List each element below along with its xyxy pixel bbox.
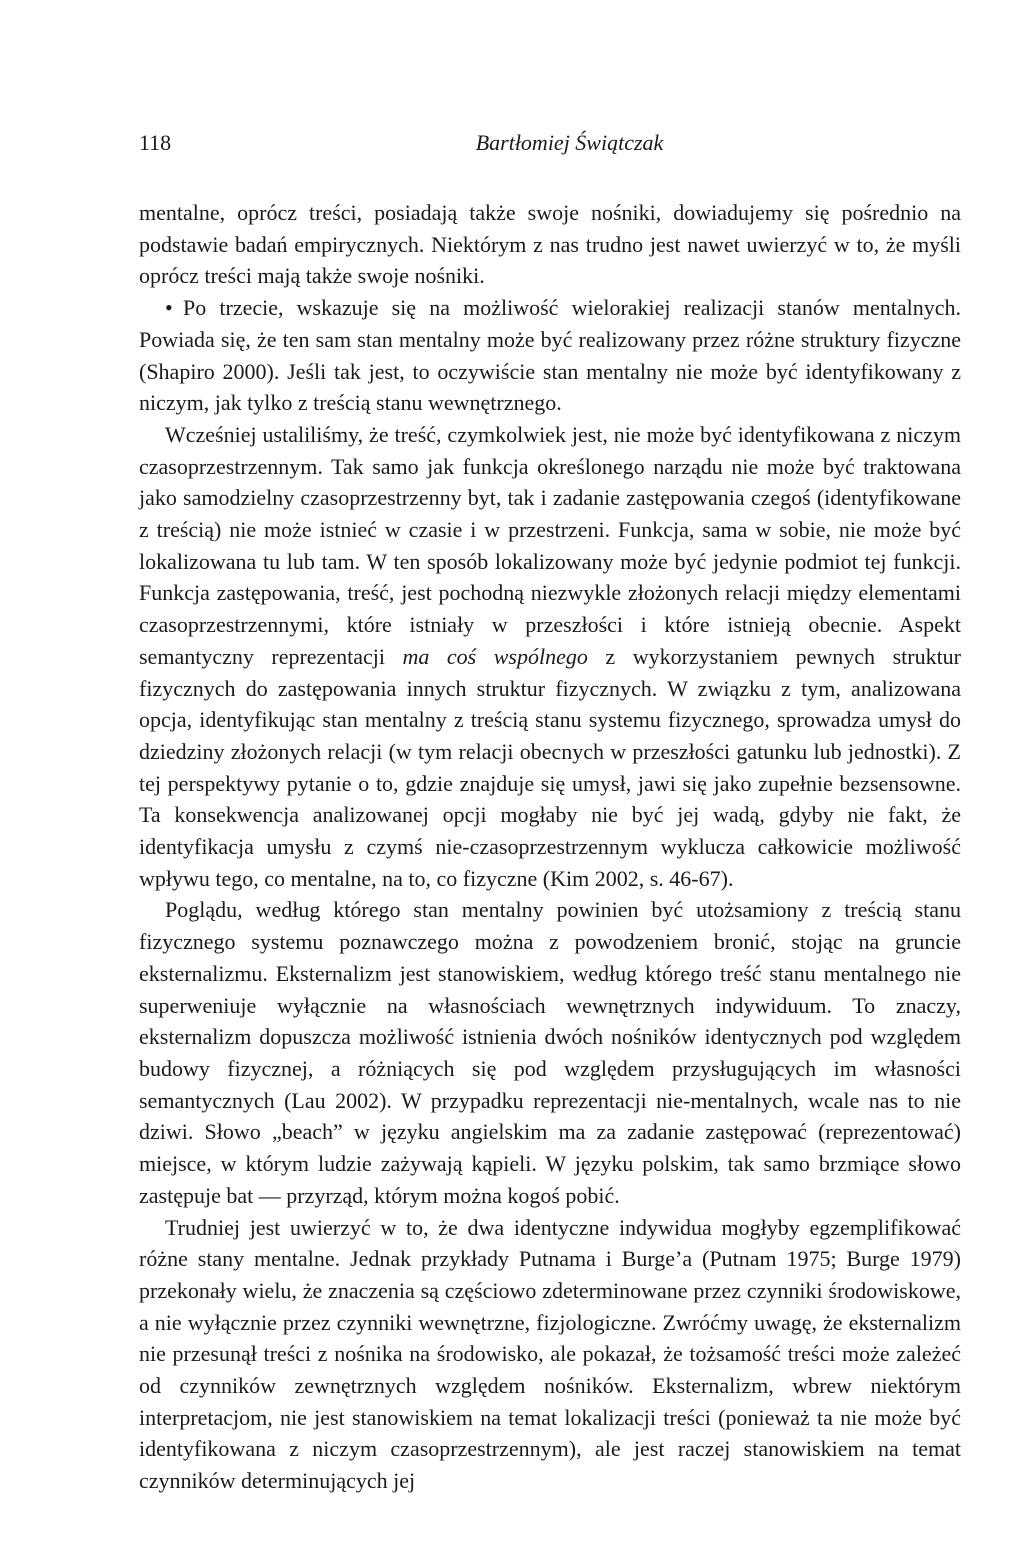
page-header	[139, 130, 960, 162]
running-head: Bartłomiej Świątczak	[475, 130, 664, 155]
paragraph: Trudniej jest uwierzyć w to, że dwa identyczne indywidua mogłyby egzemplifikować różne stany mentalne. Jednak przykłady Putnama i Burge’a (Putnam 1975; Burge 1979) przekonały wielu, że znaczenia są częściowo zdeterminowane przez czynniki środowiskowe, a nie wyłącznie przez czynniki wewnętrzne, fizjologiczne. Zwróćmy uwagę, że eksternalizm nie przesunął treści z nośnika na środowisko, ale pokazał, że tożsamość treści może zależeć od czynników zewnętrznych względem nośników. Eksternalizm, wbrew niektórym interpretacjom, nie jest stanowiskiem na temat lokalizacji treści (ponieważ ta nie może być identyfikowana z niczym czasoprzestrzennym), ale jest raczej stanowiskiem na temat czynników determinujących jej	[139, 1214, 961, 1494]
bullet-text: Po trzecie, wskazuje się na możliwość wielorakiej realizacji stanów mentalnych. Powiada się, że ten sam stan mentalny może być realizowany przez różne struktury fizyczne (Shapiro 2000). Jeśli tak jest, to oczywiście stan mentalny nie może być identyfikowany z niczym, jak tylko z treścią stanu wewnętrznego.	[139, 295, 961, 416]
page-number: 118	[139, 130, 172, 155]
paragraph: Poglądu, według którego stan mentalny powinien być utożsamiony z treścią stanu fizycznego systemu poznawczego można z powodzeniem bronić, stojąc na gruncie eksternalizmu. Eksternalizm jest stanowiskiem, według którego treść stanu mentalnego nie superweniuje wyłącznie na własnościach wewnętrznych indywiduum. To znaczy, eksternalizm dopuszcza możliwość istnienia dwóch nośników identycznych pod względem budowy fizycznej, a różniących się pod względem przysługujących im własności semantycznych (Lau 2002). W przypadku reprezentacji nie-mentalnych, wcale nas to nie dziwi. Słowo „beach” w języku angielskim ma za zadanie zastępować (reprezentować) miejsce, w którym ludzie zażywają kąpieli. W języku polskim, tak samo brzmiące słowo zastępuje bat — przyrząd, którym można kogoś pobić.	[139, 897, 961, 1208]
paragraph-text: Wcześniej ustaliliśmy, że treść, czymkolwiek jest, nie może być identyfikowana z niczym czasoprzestrzennym. Tak samo jak funkcja określonego narządu nie może być traktowana jako samodzielny czasoprzestrzenny byt, tak i zadanie zastępowania czegoś (identyfikowane z treścią) nie może istnieć w czasie i w przestrzeni. Funkcja, sama w sobie, nie może być lokalizowana tu lub tam. W ten sposób lokalizowany może być jedynie podmiot tej funkcji. Funkcja zastępowania, treść, jest pochodną niezwykle złożonych relacji między elementami czasoprzestrzennymi, które istniały w przeszłości i które istnieją obecnie. Aspekt semantyczny reprezentacji	[139, 421, 961, 669]
emphasized-text: ma coś wspólnego	[402, 643, 588, 669]
paragraph-continuation: mentalne, oprócz treści, posiadają także swoje nośniki, dowiadujemy się pośrednio na podstawie badań empirycznych. Niektórym z nas trudno jest nawet uwierzyć w to, że myśli oprócz treści mają także swoje nośniki.	[139, 200, 961, 289]
paragraph-text: z wykorzystaniem pewnych struktur fizycznych do zastępowania innych struktur fizycznych. W związku z tym, analizowana opcja, identyfikując stan mentalny z treścią stanu systemu fizycznego, sprowadza umysł do dziedziny złożonych relacji (w tym relacji obecnych w przeszłości gatunku lub jednostki). Z tej perspektywy pytanie o to, gdzie znajduje się umysł, jawi się jako zupełnie bezsensowne. Ta konsekwencja analizowanej opcji mogłaby nie być jej wadą, gdyby nie fakt, że identyfikacja umysłu z czymś nie-czasoprzestrzennym wyklucza całkowicie możliwość wpływu tego, co mentalne, na to, co fizyczne (Kim 2002, s. 46-67).	[139, 643, 962, 891]
bullet-paragraph	[139, 292, 961, 419]
bullet-marker: •	[165, 295, 173, 321]
body-text	[139, 197, 961, 1497]
paragraph	[139, 419, 961, 895]
